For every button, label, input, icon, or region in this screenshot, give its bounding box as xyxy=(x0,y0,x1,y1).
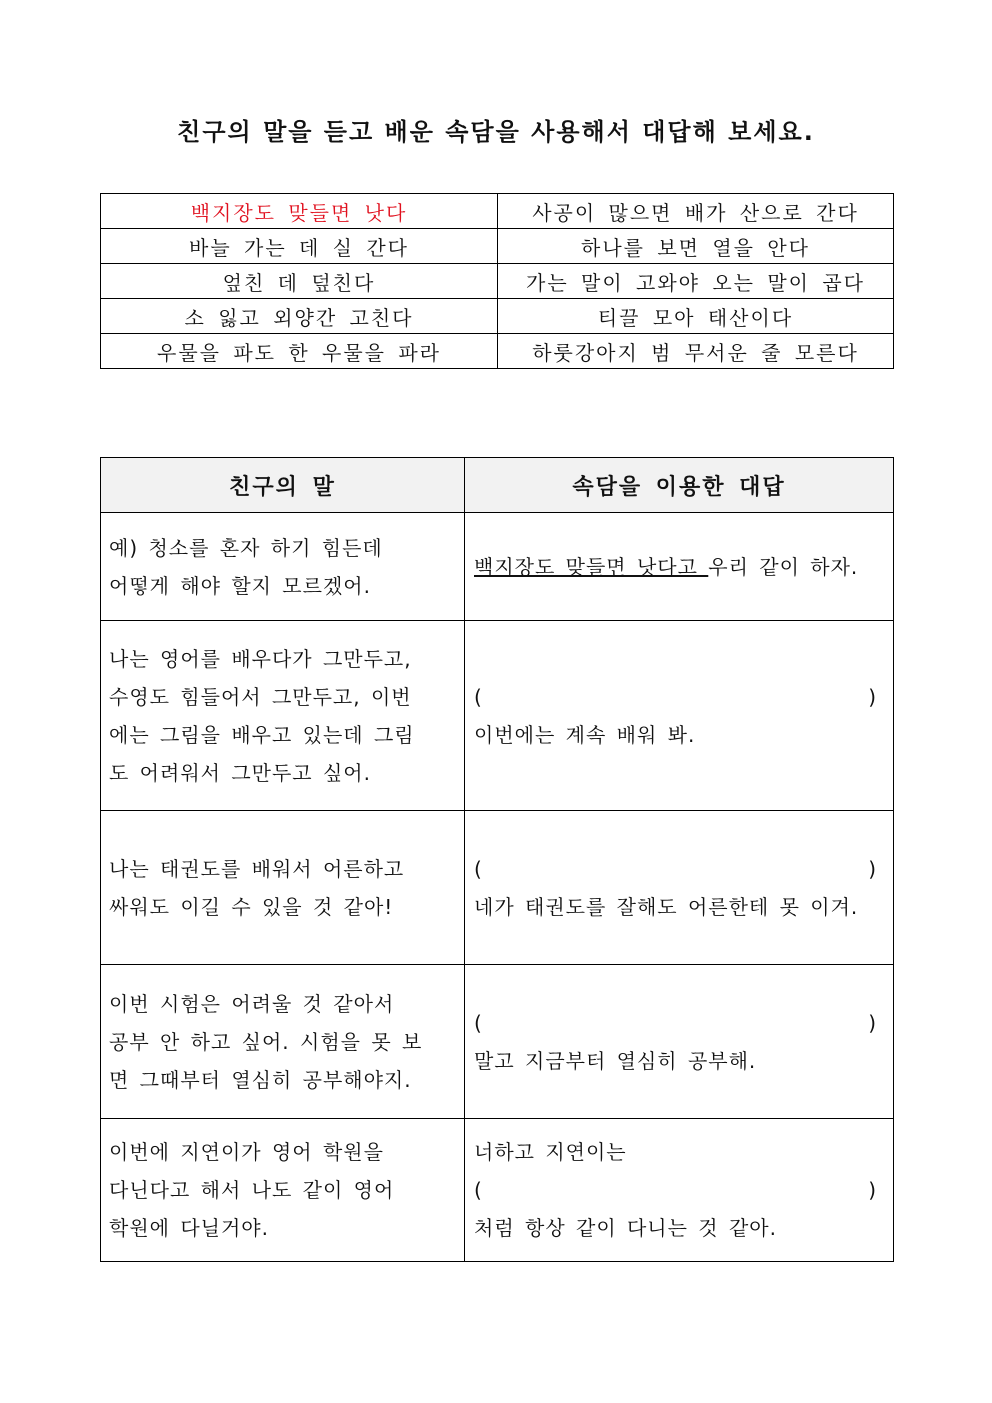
proverb-cell: 티끌 모아 태산이다 xyxy=(498,299,894,334)
proverb-cell-highlighted: 백지장도 맞들면 낫다 xyxy=(101,194,498,229)
answer-line: 이번에는 계속 배워 봐. xyxy=(474,722,696,747)
friend-line: 예) 청소를 혼자 하기 힘든데 xyxy=(109,535,383,560)
friend-line: 면 그때부터 열심히 공부해야지. xyxy=(109,1067,412,1092)
proverb-cell: 사공이 많으면 배가 산으로 간다 xyxy=(498,194,894,229)
proverb-cell: 가는 말이 고와야 오는 말이 곱다 xyxy=(498,264,894,299)
open-paren: ( xyxy=(474,856,483,881)
close-paren: ) xyxy=(868,1178,877,1202)
answer-line: 말고 지금부터 열심히 공부해. xyxy=(474,1048,757,1073)
example-answer-rest: 우리 같이 하자. xyxy=(708,554,859,579)
page-title: 친구의 말을 듣고 배운 속담을 사용해서 대답해 보세요. xyxy=(177,118,815,146)
answer-line: 처럼 항상 같이 다니는 것 같아. xyxy=(474,1216,777,1240)
friend-words xyxy=(101,811,465,965)
friend-line: 이번 시험은 어려울 것 같아서 xyxy=(109,991,395,1016)
friend-words xyxy=(101,513,465,621)
proverb-answer xyxy=(465,513,894,621)
proverb-cell: 엎친 데 덮친다 xyxy=(101,264,498,299)
friend-words xyxy=(101,1119,465,1262)
open-paren: ( xyxy=(474,1178,483,1202)
friend-line: 도 어려워서 그만두고 싶어. xyxy=(109,760,371,785)
example-answer-underlined: 백지장도 맞들면 낫다고 xyxy=(474,554,709,579)
proverb-cell: 소 잃고 외양간 고친다 xyxy=(101,299,498,334)
friend-line: 다닌다고 해서 나도 같이 영어 xyxy=(109,1178,395,1202)
friend-words xyxy=(101,621,465,811)
dialog-row-example xyxy=(101,513,894,621)
proverb-table xyxy=(100,193,894,369)
friend-line: 어떻게 해야 할지 모르겠어. xyxy=(109,573,371,598)
proverb-answer xyxy=(465,621,894,811)
close-paren: ) xyxy=(868,1010,877,1035)
dialog-table xyxy=(100,457,894,1262)
friend-line: 수영도 힘들어서 그만두고, 이번 xyxy=(109,684,412,709)
proverb-row xyxy=(101,264,894,299)
close-paren: ) xyxy=(868,856,877,881)
proverb-cell: 바늘 가는 데 실 간다 xyxy=(101,229,498,264)
friend-line: 싸워도 이길 수 있을 것 같아! xyxy=(109,894,394,919)
open-paren: ( xyxy=(474,1010,483,1035)
proverb-row xyxy=(101,299,894,334)
answer-blank[interactable] xyxy=(474,678,883,716)
proverb-cell: 하룻강아지 범 무서운 줄 모른다 xyxy=(498,334,894,369)
proverb-answer xyxy=(465,965,894,1119)
proverb-cell: 하나를 보면 열을 안다 xyxy=(498,229,894,264)
open-paren: ( xyxy=(474,684,483,709)
friend-line: 이번에 지연이가 영어 학원을 xyxy=(109,1140,384,1164)
dialog-row xyxy=(101,1119,894,1262)
header-proverb-answer: 속담을 이용한 대답 xyxy=(465,458,894,513)
answer-line: 너하고 지연이는 xyxy=(474,1140,627,1164)
answer-line: 네가 태권도를 잘해도 어른한테 못 이겨. xyxy=(474,894,859,919)
proverb-cell: 우물을 파도 한 우물을 파라 xyxy=(101,334,498,369)
proverb-row xyxy=(101,229,894,264)
answer-blank[interactable] xyxy=(474,1171,883,1209)
close-paren: ) xyxy=(868,684,877,709)
dialog-header-row xyxy=(101,458,894,513)
dialog-row xyxy=(101,621,894,811)
friend-line: 공부 안 하고 싶어. 시험을 못 보 xyxy=(109,1029,423,1054)
proverb-answer xyxy=(465,1119,894,1262)
proverb-row xyxy=(101,194,894,229)
dialog-row xyxy=(101,965,894,1119)
friend-line: 에는 그림을 배우고 있는데 그림 xyxy=(109,722,415,747)
friend-line: 나는 태권도를 배워서 어른하고 xyxy=(109,856,405,881)
friend-line: 학원에 다닐거야. xyxy=(109,1216,269,1240)
dialog-row xyxy=(101,811,894,965)
proverb-answer xyxy=(465,811,894,965)
answer-blank[interactable] xyxy=(474,850,883,888)
answer-line xyxy=(474,548,883,586)
header-friend-words: 친구의 말 xyxy=(101,458,465,513)
proverb-row xyxy=(101,334,894,369)
friend-line: 나는 영어를 배우다가 그만두고, xyxy=(109,646,412,671)
friend-words xyxy=(101,965,465,1119)
answer-blank[interactable] xyxy=(474,1004,883,1042)
